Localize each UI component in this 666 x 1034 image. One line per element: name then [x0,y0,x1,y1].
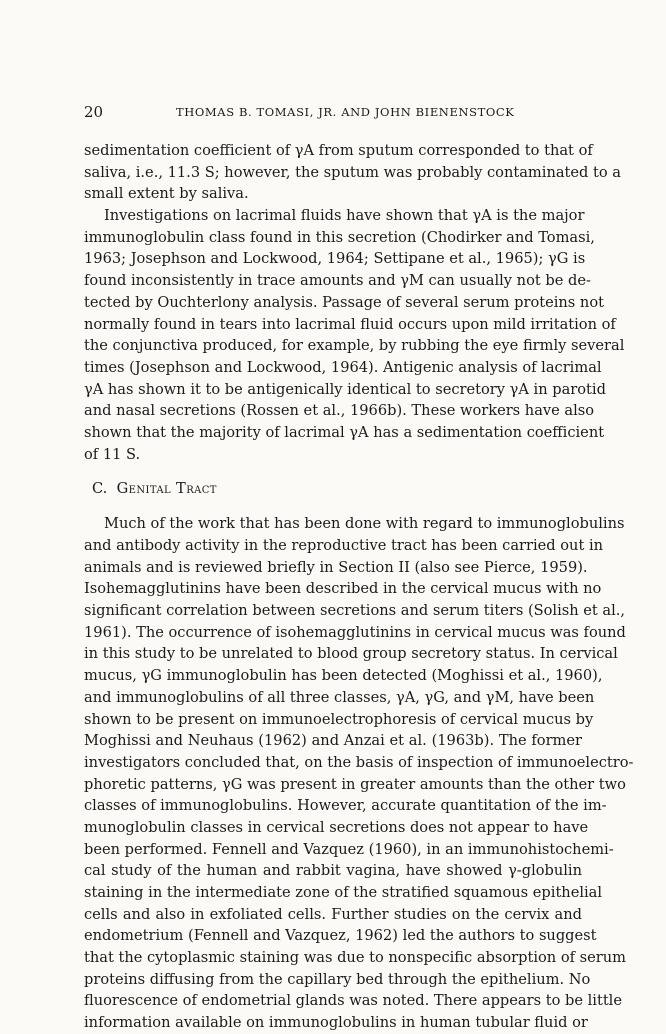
text-line: immunoglobulin class found in this secretion (Chodirker and Tomasi, [84,228,595,246]
text-line: cells and also in exfoliated cells. Further studies on the cervix and [84,905,582,923]
text-line: shown to be present on immunoelectrophoresis of cervical mucus by [84,710,594,728]
text-line: munoglobulin classes in cervical secretions does not appear to have [84,818,589,836]
text-line: proteins diffusing from the capillary bed through the epithelium. No [84,970,591,988]
text-line: endometrium (Fennell and Vazquez, 1962) led the authors to suggest [84,927,597,945]
text-line: the conjunctiva produced, for example, by rubbing the eye firmly several [84,337,625,355]
text-line: times (Josephson and Lockwood, 1964). Antigenic analysis of lacrimal [84,358,602,376]
paragraph-2 [84,205,625,465]
text-line: fluorescence of endometrial glands was noted. There appears to be little [84,992,622,1010]
text-line: significant correlation between secretions and serum titers (Solish et al., [84,602,626,620]
text-line: cal study of the human and rabbit vagina, have showed γ-globulin [84,862,582,880]
running-title: THOMAS B. TOMASI, JR. AND JOHN BIENENSTOCK [176,105,515,119]
text-line: been performed. Fennell and Vazquez (1960), in an immunohistochemi- [84,840,614,858]
section-heading [84,477,582,501]
text-line: Much of the work that has been done with regard to immunoglobulins [104,515,625,533]
text-line: and nasal secretions (Rossen et al., 1966b). These workers have also [84,402,595,420]
text-line: Moghissi and Neuhaus (1962) and Anzai et al. (1963b). The former [84,732,582,750]
text-line: found inconsistently in trace amounts and γM can usually not be de- [84,272,591,290]
text-line: γA has shown it to be antigenically identical to secretory γA in parotid [84,380,606,398]
text-line: information available on immunoglobulins in human tubular fluid or [84,1014,588,1032]
paragraph-3 [84,513,634,1034]
section-title: Genital Tract [116,480,217,498]
text-line: of 11 S. [84,445,141,463]
text-line: shown that the majority of lacrimal γA has a sedimentation coefficient [84,423,605,441]
text-line: and immunoglobulins of all three classes, γA, γG, and γM, have been [84,688,595,706]
text-line: mucus, γG immunoglobulin has been detected (Moghissi et al., 1960), [84,667,603,685]
body-text [84,140,634,1034]
text-line: Isohemagglutinins have been described in the cervical mucus with no [84,580,602,598]
spacer [84,501,582,513]
text-line: saliva, i.e., 11.3 S; however, the sputum was probably contaminated to a [84,163,622,181]
section-letter: C. [92,480,108,498]
text-line: 1963; Josephson and Lockwood, 1964; Settipane et al., 1965); γG is [84,250,586,268]
text-line: staining in the intermediate zone of the stratified squamous epithelial [84,884,603,901]
page-number: 20 [84,103,104,121]
text-line: tected by Ouchterlony analysis. Passage of several serum proteins not [84,293,604,311]
spacer [84,465,582,477]
text-line: 1961). The occurrence of isohemagglutinins in cervical mucus was found [84,623,626,641]
paragraph-1 [84,140,622,205]
text-line: animals and is reviewed briefly in Section II (also see Pierce, 1959). [84,558,588,576]
text-line: small extent by saliva. [84,185,249,203]
text-line: Investigations on lacrimal fluids have shown that γA is the major [104,207,585,225]
text-line: classes of immunoglobulins. However, accurate quantitation of the im- [84,797,607,815]
text-line: normally found in tears into lacrimal fluid occurs upon mild irritation of [84,315,616,333]
text-line: investigators concluded that, on the basis of inspection of immunoelectro- [84,753,634,771]
text-line: and antibody activity in the reproductive tract has been carried out in [84,537,604,554]
text-line: that the cytoplasmic staining was due to nonspecific absorption of serum [84,949,626,967]
text-line: in this study to be unrelated to blood group secretory status. In cervical [84,645,618,663]
text-line: sedimentation coefficient of γA from sputum corresponded to that of [84,142,593,159]
text-line: phoretic patterns, γG was present in greater amounts than the other two [84,775,626,793]
running-head [84,103,584,125]
